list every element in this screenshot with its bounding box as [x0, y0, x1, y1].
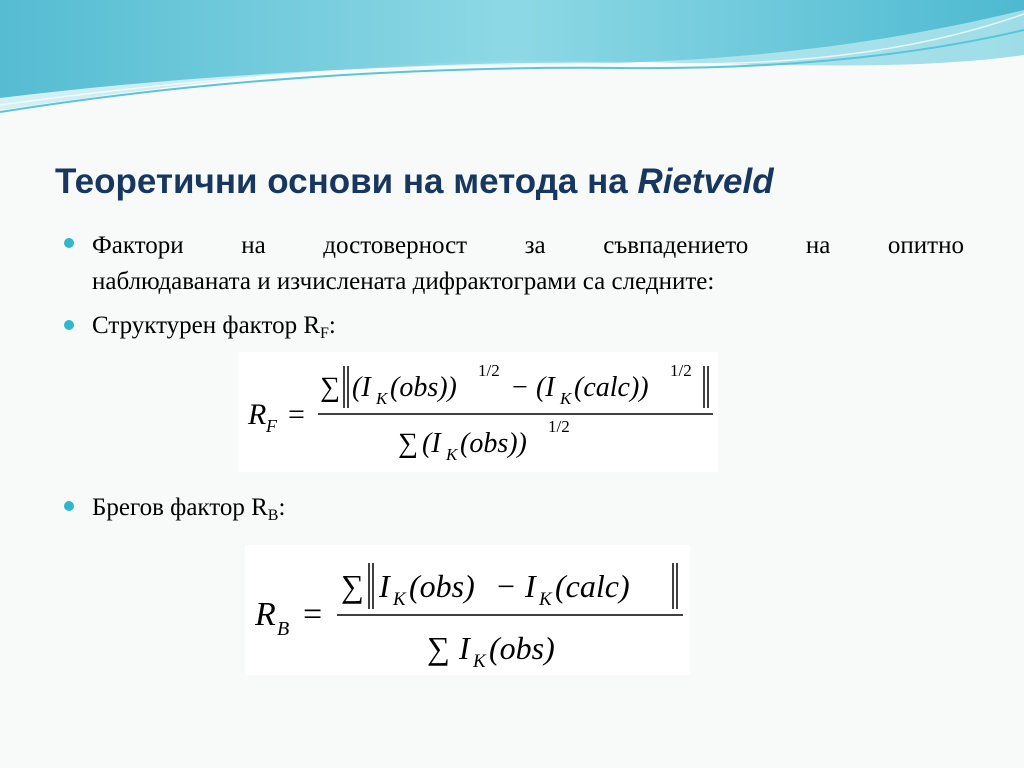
rf-num-right: (I [536, 372, 555, 403]
formula-bragg-factor [245, 545, 690, 675]
rf-num-left-arg: (obs)) [390, 372, 457, 403]
bullet-3-text: Брегов фактор R [92, 494, 268, 521]
rb-den-sum: ∑ [427, 630, 450, 666]
rf-lhs: R [248, 398, 267, 431]
rb-num-arg2: (calc) [555, 568, 630, 604]
rf-lhs-subscript: F [266, 416, 277, 436]
rb-num-arg1: (obs) [409, 568, 475, 604]
rb-lhs-subscript: B [277, 618, 290, 640]
bullet-3-colon: : [278, 494, 286, 521]
bullet-2-colon: : [328, 312, 336, 339]
rb-den-i: I [459, 630, 470, 666]
rb-num-minus: − [497, 568, 516, 604]
bullet-icon [64, 320, 74, 330]
bullet-1-line-2: наблюдаваната и изчислената дифрактограми са следните: [92, 268, 715, 295]
bullet-2-subscript: F [320, 325, 329, 342]
formula-structure-factor [238, 352, 718, 472]
rb-den-arg: (obs) [489, 630, 555, 666]
bullet-icon [64, 238, 74, 248]
bullet-reliability-factors [92, 228, 964, 300]
rf-num-sum: ∑ [320, 372, 340, 403]
bullet-bragg-factor [92, 490, 285, 534]
rf-den-arg: (obs)) [460, 428, 527, 459]
bullet-3-subscript: B [267, 507, 279, 524]
rb-num-i2-subscript: K [539, 589, 552, 610]
bullet-structure-factor [92, 308, 336, 352]
rf-num-right-exponent: 1/2 [670, 361, 692, 380]
bullet-2-text: Структурен фактор R [92, 312, 321, 339]
slide-title-italic: Rietveld [637, 162, 774, 201]
rb-lhs: R [255, 596, 276, 633]
slide-title [55, 158, 774, 206]
rf-den-subscript: K [446, 445, 458, 464]
rf-num-left: (I [352, 372, 371, 403]
rf-num-minus: − [512, 372, 528, 403]
rf-num-left-exponent: 1/2 [478, 361, 500, 380]
bullet-1-line-1: Фактори на достоверност за съвпадението на опитно [92, 232, 964, 259]
rb-num-i1: I [379, 568, 390, 604]
rf-den-left: (I [422, 428, 441, 459]
rb-equals: = [303, 596, 323, 633]
slide-title-main: Теоретични основи на метода на [55, 162, 638, 201]
rb-num-sum: ∑ [341, 568, 364, 604]
rb-den-subscript: K [473, 651, 486, 672]
rf-num-right-subscript: K [560, 389, 572, 408]
header-wave-decoration [0, 0, 1024, 130]
rb-num-i1-subscript: K [393, 589, 406, 610]
rf-den-sum: ∑ [398, 428, 418, 459]
rf-equals: = [288, 398, 305, 431]
rf-num-left-subscript: K [376, 389, 388, 408]
rf-num-right-arg: (calc)) [574, 372, 649, 403]
rb-num-i2: I [525, 568, 536, 604]
bullet-icon [64, 501, 74, 511]
rf-den-exponent: 1/2 [548, 417, 570, 436]
